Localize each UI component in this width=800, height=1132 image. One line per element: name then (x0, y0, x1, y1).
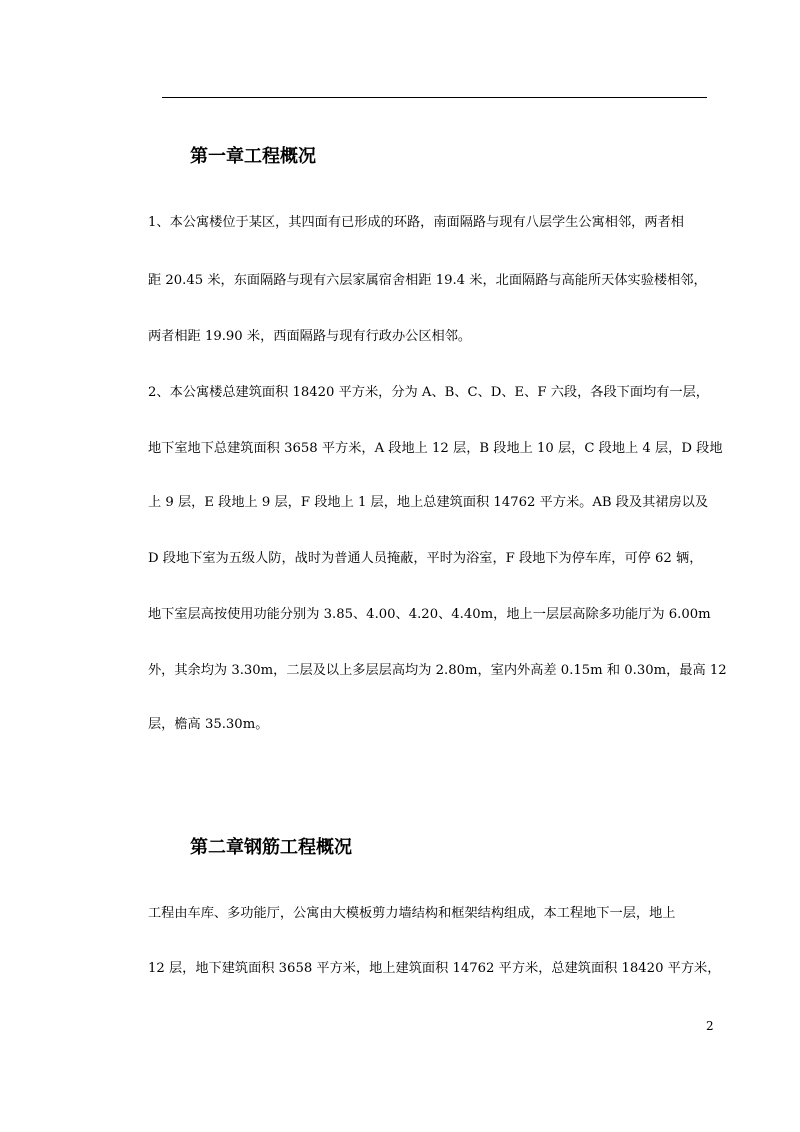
chapter1-line: 两者相距 19.90 米，西面隔路与现有行政办公区相邻。 (148, 329, 472, 344)
chapter1-line: 外，其余均为 3.30m，二层及以上多层层高均为 2.80m，室内外高差 0.15m 和 0.30m，最高 12 (148, 663, 727, 678)
chapter2-line: 工程由车库、多功能厅，公寓由大模板剪力墙结构和框架结构组成，本工程地下一层，地上 (148, 906, 676, 921)
chapter1-line: 上 9 层，E 段地上 9 层，F 段地上 1 层，地上总建筑面积 14762 平方米。AB 段及其裙房以及 (148, 495, 709, 510)
page-number: 2 (706, 1019, 714, 1033)
chapter1-line: 2、本公寓楼总建筑面积 18420 平方米，分为 A、B、C、D、E、F 六段，各段下面均有一层， (148, 385, 709, 400)
chapter1-line: D 段地下室为五级人防，战时为普通人员掩蔽，平时为浴室，F 段地下为停车库，可停 62 辆， (148, 551, 703, 566)
chapter2-heading: 第二章钢筋工程概况 (190, 837, 352, 858)
chapter1-line: 距 20.45 米，东面隔路与现有六层家属宿舍相距 19.4 米，北面隔路与高能所天体实验楼相邻， (148, 273, 707, 288)
chapter1-line: 层，檐高 35.30m。 (148, 717, 269, 732)
chapter1-heading: 第一章工程概况 (190, 146, 316, 167)
chapter2-line: 12 层，地下建筑面积 3658 平方米，地上建筑面积 14762 平方米，总建筑面积 18420 平方米， (148, 961, 721, 976)
header-rule (162, 97, 707, 98)
chapter1-line: 1、本公寓楼位于某区，其四面有已形成的环路，南面隔路与现有八层学生公寓相邻，两者相 (148, 215, 684, 230)
chapter1-line: 地下室地下总建筑面积 3658 平方米，A 段地上 12 层，B 段地上 10 层，C 段地上 4 层，D 段地 (148, 441, 723, 456)
chapter1-line: 地下室层高按使用功能分别为 3.85、4.00、4.20、4.40m，地上一层层高除多功能厅为 6.00m (148, 607, 711, 622)
